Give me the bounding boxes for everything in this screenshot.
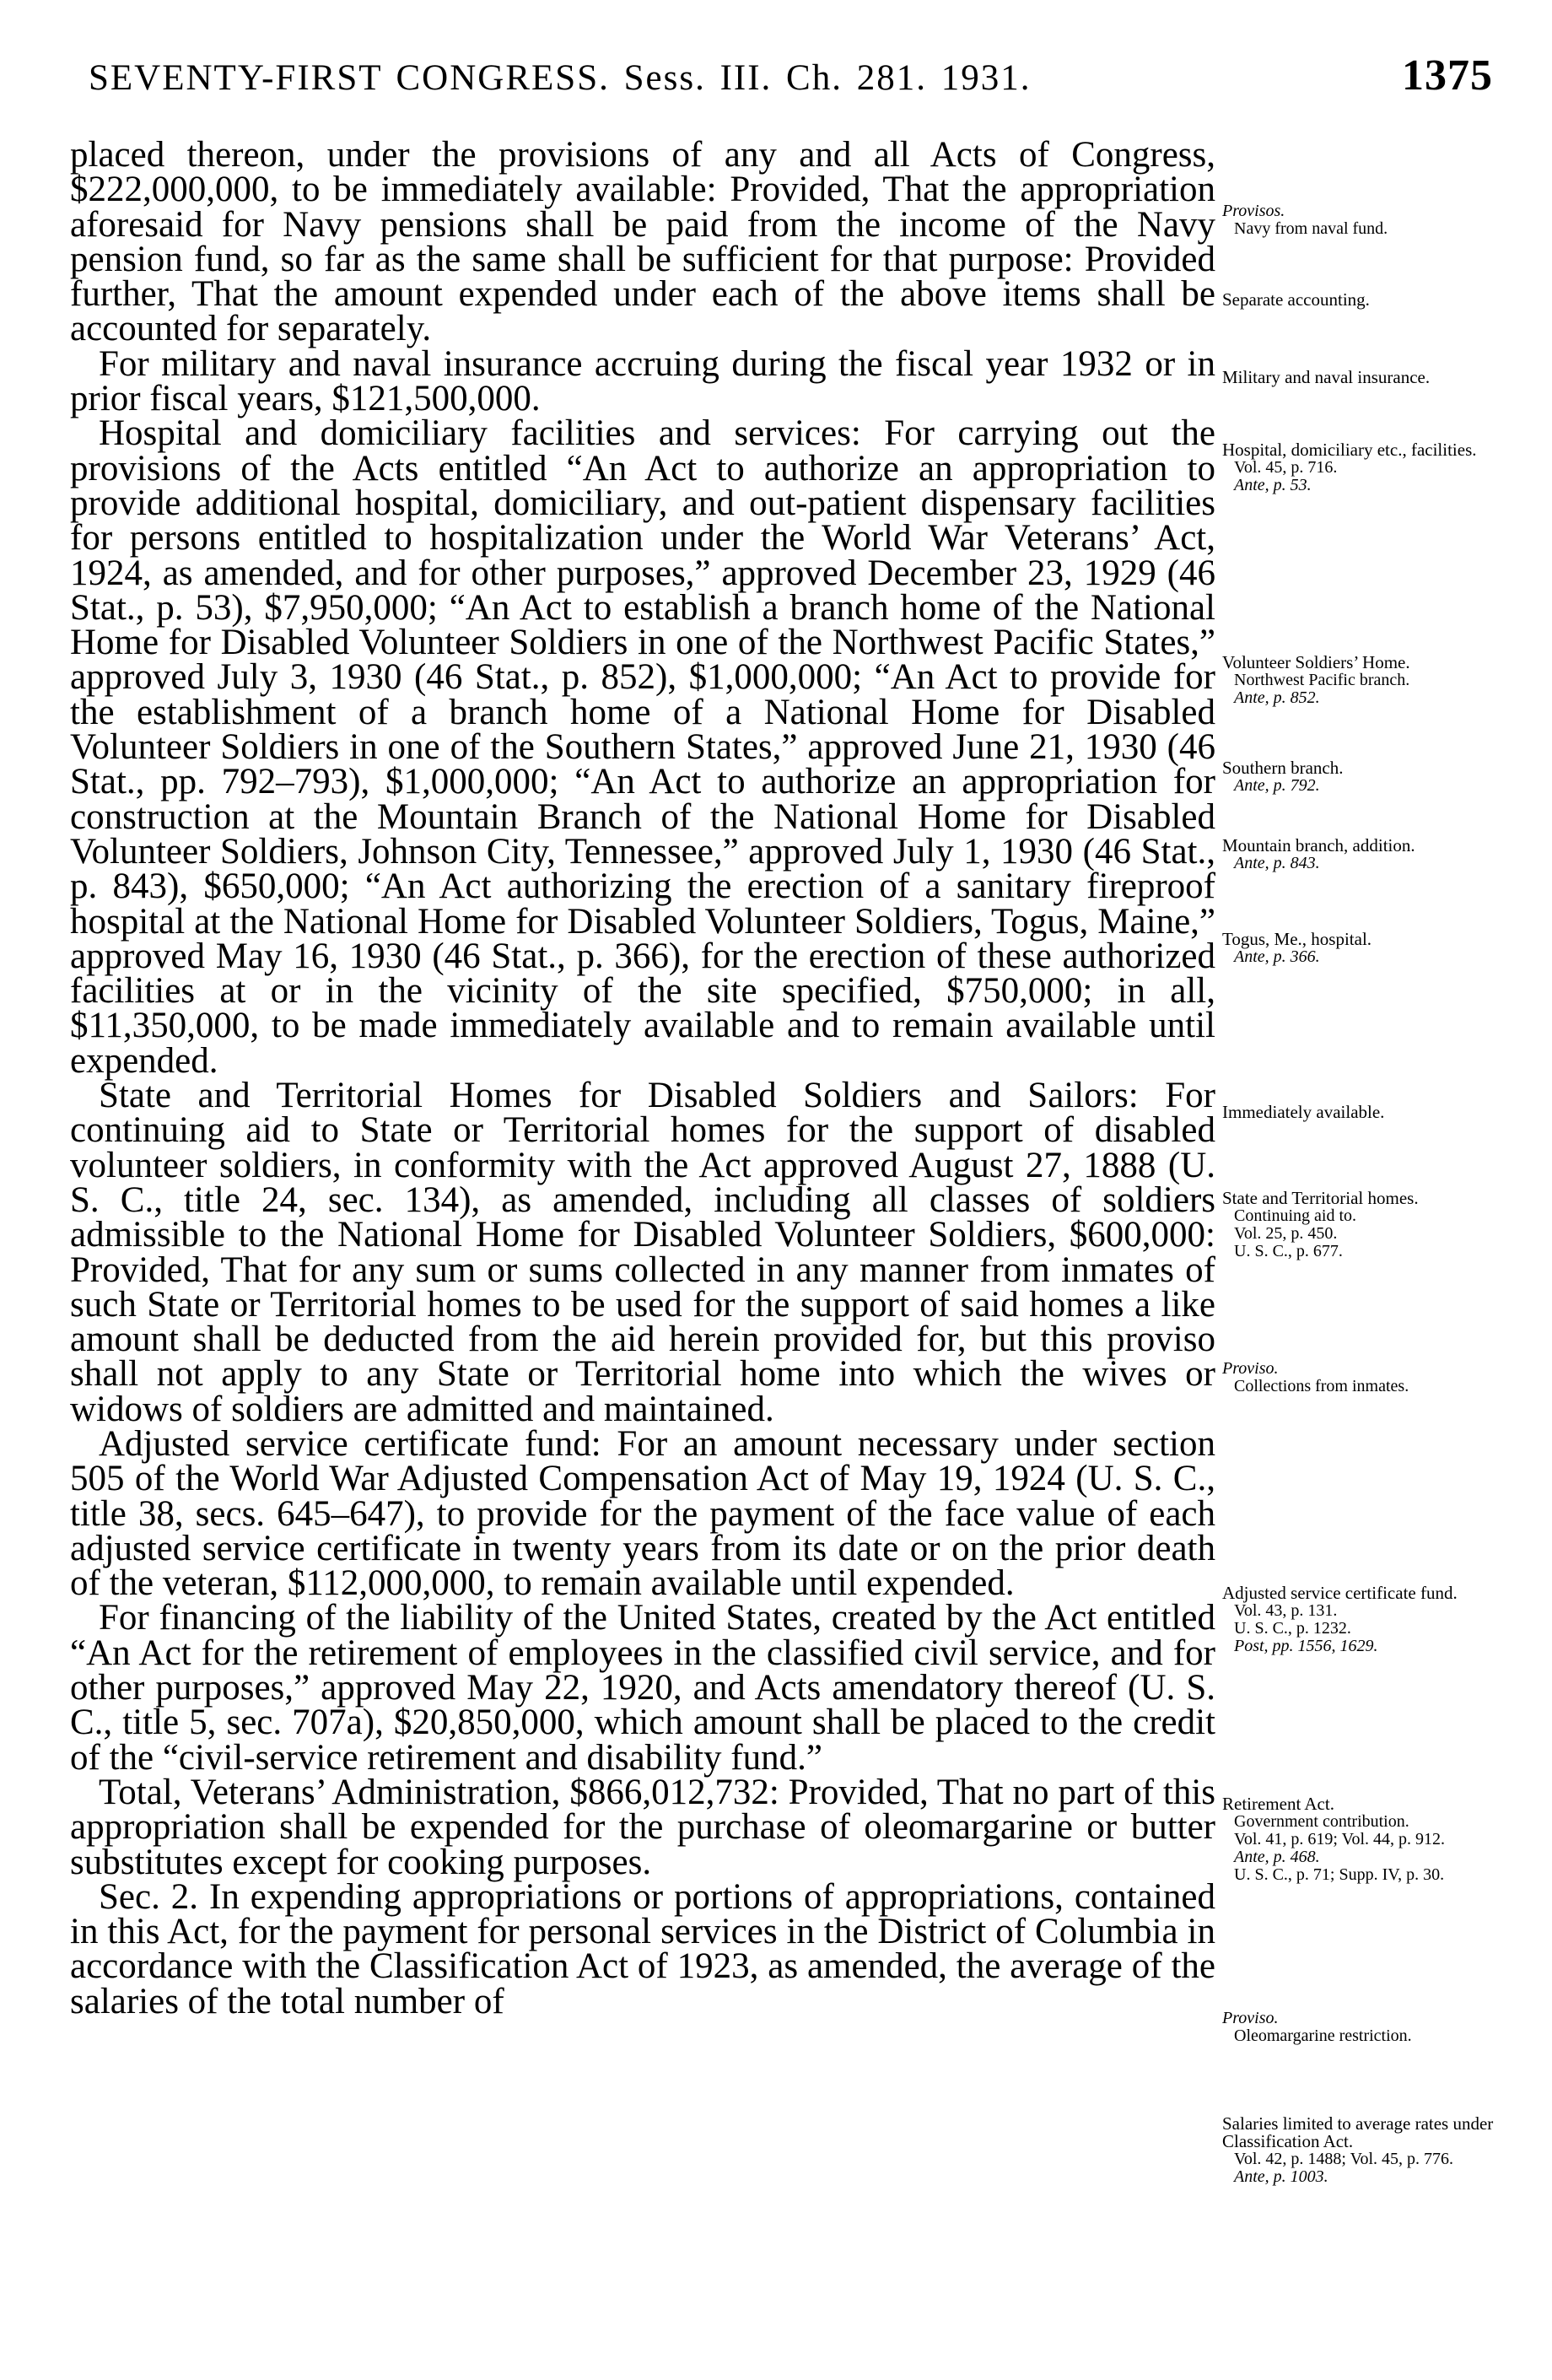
margin-note-southern-branch (1222, 759, 1501, 795)
margin-note-oleomargarine (1222, 2010, 1501, 2045)
margin-note-heading: Proviso. (1222, 1359, 1279, 1378)
margin-note-line: Ante, p. 366. (1234, 947, 1320, 966)
margin-note-line: Navy from naval fund. (1234, 219, 1388, 238)
margin-note-line: Ante, p. 1003. (1234, 2167, 1328, 2186)
margin-note-separate-accounting (1222, 291, 1501, 309)
margin-note-line: Vol. 42, p. 1488; Vol. 45, p. 776. (1234, 2150, 1454, 2168)
margin-note-line: Ante, p. 852. (1234, 688, 1320, 707)
paragraph-hospital-facilities: Hospital and domiciliary facilities and services: For carrying out the provisions of the Acts entitled “An Act to authorize an appropriation to provide additional hospital, domiciliary, and out-patient dispensary facilities for persons entitled to hospitalization under the World War Veterans’ Act, 1924, as amended, and for other purposes,” approved December 23, 1929 (46 Stat., p. 53), $7,950,000; “An Act to establish a branch home of the National Home for Disabled Volunteer Soldiers in one of the Northwest Pacific States,” approved July 3, 1930 (46 Stat., p. 852), $1,000,000; “An Act to provide for the establishment of a branch home of a National Home for Disabled Volunteer Soldiers in one of the Southern States,” approved June 21, 1930 (46 Stat., pp. 792–793), $1,000,000; “An Act to authorize an appropriation for construction at the Mountain Branch of the National Home for Disabled Volunteer Soldiers, Johnson City, Tennessee,” approved July 1, 1930 (46 Stat., p. 843), $650,000; “An Act authorizing the erection of a sanitary fireproof hospital at the National Home for Disabled Volunteer Soldiers, Togus, Maine,” approved May 16, 1930 (46 Stat., p. 366), for the erection of these authorized facilities at or in the vicinity of the site specified, $750,000; in all, $11,350,000, to be made immediately available and to remain available until expended. (70, 413, 1215, 1081)
paragraph-state-homes: State and Territorial Homes for Disabled Soldiers and Sailors: For continuing aid to State or Territorial homes for the support of disabled volunteer soldiers, in conformity with the Act approved August 27, 1888 (U. S. C., title 24, sec. 134), as amended, including all classes of soldiers admissible to the National Home for Disabled Volunteer Soldiers, $600,000: Provided, That for any sum or sums collected in any manner from inmates of such State or Territorial homes to be used for the support of said homes a like amount shall be deducted from the aid herein provided for, but this proviso shall not apply to any State or Territorial home into which the wives or widows of soldiers are admitted and maintained. (70, 1076, 1215, 1429)
margin-note-line: Collections from inmates. (1234, 1377, 1409, 1395)
margin-note-line: Vol. 25, p. 450. (1234, 1224, 1338, 1243)
page-number: 1375 (1402, 51, 1493, 100)
running-head (89, 51, 1493, 110)
margin-note-heading: Togus, Me., hospital. (1222, 929, 1372, 949)
margin-note-state-homes (1222, 1190, 1501, 1260)
paragraph-military-insurance: For military and naval insurance accruing during the fiscal year 1932 or in prior fiscal years, $121,500,000. (70, 343, 1215, 419)
margin-note-line: Oleomargarine restriction. (1234, 2027, 1412, 2045)
margin-note-retirement (1222, 1795, 1501, 1884)
margin-note-navy-fund (1222, 202, 1501, 238)
margin-note-line: Vol. 45, p. 716. (1234, 458, 1338, 477)
margin-note-line: Continuing aid to. (1234, 1206, 1356, 1225)
margin-note-collections (1222, 1360, 1501, 1395)
margin-note-heading: Southern branch. (1222, 758, 1344, 778)
margin-note-heading: Provisos. (1222, 202, 1285, 220)
margin-note-line: U. S. C., p. 1232. (1234, 1619, 1351, 1638)
margin-note-heading: Proviso. (1222, 2009, 1279, 2027)
margin-note-line: Vol. 41, p. 619; Vol. 44, p. 912. (1234, 1830, 1446, 1848)
margin-note-heading: Salaries limited to average rates under Classification Act. (1222, 2113, 1494, 2151)
margin-note-heading: Hospital, domiciliary etc., facilities. (1222, 440, 1477, 460)
margin-note-heading: Volunteer Soldiers’ Home. (1222, 652, 1410, 672)
margin-note-line: Ante, p. 53. (1234, 476, 1312, 494)
margin-note-line: U. S. C., p. 71; Supp. IV, p. 30. (1234, 1865, 1445, 1884)
margin-note-line: Ante, p. 792. (1234, 776, 1320, 795)
margin-note-line: U. S. C., p. 677. (1234, 1242, 1343, 1260)
main-text-column (70, 135, 1215, 2021)
paragraph-retirement-fund: For financing of the liability of the United States, created by the Act entitled “An Act for the retirement of employees in the classified civil service, and for other purposes,” approved May 22, 1920, and Acts amendatory thereof (U. S. C., title 5, sec. 707a), $20,850,000, which amount shall be placed to the credit of the “civil-service retirement and disability fund.” (70, 1598, 1215, 1778)
margin-note-heading: Mountain branch, addition. (1222, 835, 1415, 855)
margin-note-heading: State and Territorial homes. (1222, 1188, 1419, 1208)
running-head-title: SEVENTY-FIRST CONGRESS. Sess. III. Ch. 281. 1931. (89, 58, 1032, 98)
margin-note-volunteer-home (1222, 654, 1501, 707)
margin-note-togus (1222, 931, 1501, 966)
margin-note-line: Post, pp. 1556, 1629. (1234, 1637, 1378, 1655)
margin-note-line: Vol. 43, p. 131. (1234, 1601, 1338, 1620)
margin-note-adjusted-service (1222, 1584, 1501, 1655)
margin-note-line: Ante, p. 843. (1234, 854, 1320, 872)
margin-note-insurance (1222, 369, 1501, 386)
margin-note-salaries (1222, 2115, 1501, 2186)
margin-note-heading: Military and naval insurance. (1222, 367, 1431, 387)
margin-note-line: Government contribution. (1234, 1812, 1409, 1831)
margin-note-heading: Retirement Act. (1222, 1794, 1334, 1814)
margin-note-heading: Adjusted service certificate fund. (1222, 1583, 1458, 1603)
margin-note-hospital (1222, 441, 1501, 494)
margin-note-heading: Immediately available. (1222, 1102, 1385, 1122)
paragraph-section-2: Sec. 2. In expending appropriations or portions of appropriations, contained in this Act, for the payment for personal services in the District of Columbia in accordance with the Classification Act of 1923, as amended, the average of the salaries of the total number of (70, 1876, 1215, 2021)
margin-note-line: Ante, p. 468. (1234, 1848, 1320, 1866)
paragraph-total-veterans: Total, Veterans’ Administration, $866,012,732: Provided, That no part of this appropriation shall be expended for the purchase of oleomargarine or butter substitutes except for cooking purposes. (70, 1772, 1215, 1882)
margin-note-immediately-available (1222, 1104, 1501, 1121)
margin-note-mountain-branch (1222, 837, 1501, 872)
paragraph-navy-pensions: placed thereon, under the provisions of any and all Acts of Congress, $222,000,000, to be immediately available: Provided, That the appropriation aforesaid for Navy pensions shall be paid from the income of the Navy pension fund, so far as the same shall be sufficient for that purpose: Provided further, That the amount expended under each of the above items shall be accounted for separately. (70, 135, 1215, 349)
margin-note-line: Northwest Pacific branch. (1234, 671, 1410, 689)
paragraph-adjusted-service: Adjusted service certificate fund: For an amount necessary under section 505 of the World War Adjusted Compensation Act of May 19, 1924 (U. S. C., title 38, secs. 645–647), to provide for the payment of the face value of each adjusted service certificate in twenty years from its date or on the prior death of the veteran, $112,000,000, to remain available until expended. (70, 1423, 1215, 1604)
margin-note-heading: Separate accounting. (1222, 289, 1370, 310)
